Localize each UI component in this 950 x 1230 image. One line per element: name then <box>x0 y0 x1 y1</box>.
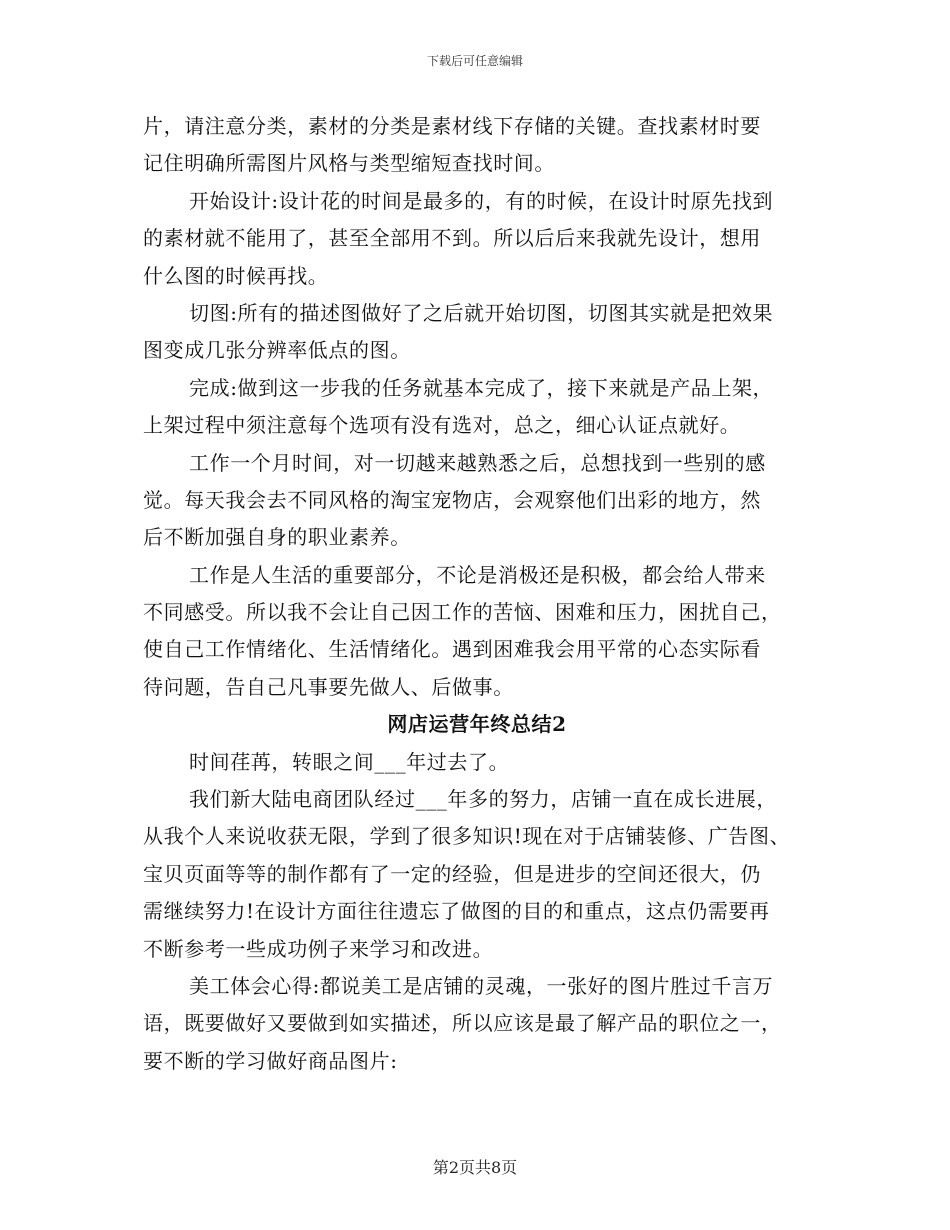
document-body <box>143 108 811 1080</box>
text-line: 需继续努力!在设计方面往往遗忘了做图的目的和重点，这点仍需要再 <box>143 899 770 924</box>
text-line: 时间荏苒，转眼之间___年过去了。 <box>189 749 510 774</box>
text-line: 不同感受。所以我不会让自己因工作的苦恼、困难和压力，困扰自己， <box>143 600 782 625</box>
text-line: 使自己工作情绪化、生活情绪化。遇到困难我会用平常的心态实际看 <box>143 637 761 662</box>
text-line: 要不断的学习做好商品图片: <box>143 1048 398 1073</box>
section-heading: 网店运营年终总结2 <box>387 712 567 737</box>
text-line: 工作是人生活的重要部分，不论是消极还是积极，都会给人带来 <box>189 562 766 587</box>
text-line: 待问题，告自己凡事要先做人、后做事。 <box>143 674 514 699</box>
text-line: 我们新大陆电商团队经过___年多的努力，店铺一直在成长进展， <box>189 787 777 812</box>
text-line: 记住明确所需图片风格与类型缩短查找时间。 <box>143 151 555 176</box>
text-line: 不断参考一些成功例子来学习和改进。 <box>143 936 494 961</box>
text-line: 开始设计:设计花的时间是最多的，有的时候，在设计时原先找到 <box>189 188 774 213</box>
text-line: 从我个人来说收获无限，学到了很多知识!现在对于店铺装修、广告图、 <box>143 824 791 849</box>
text-line: 美工体会心得:都说美工是店铺的灵魂，一张好的图片胜过千言万 <box>189 973 774 998</box>
text-line: 切图:所有的描述图做好了之后就开始切图，切图其实就是把效果 <box>189 300 774 325</box>
text-line: 完成:做到这一步我的任务就基本完成了，接下来就是产品上架， <box>189 375 774 400</box>
page-footer: 第2页共8页 <box>432 1158 518 1177</box>
text-line: 片，请注意分类，素材的分类是素材线下存储的关键。查找素材时要 <box>143 114 761 138</box>
text-line: 宝贝页面等等的制作都有了一定的经验，但是进步的空间还很大，仍 <box>143 861 761 886</box>
text-line: 后不断加强自身的职业素养。 <box>143 525 411 550</box>
text-line: 上架过程中须注意每个选项有没有选对，总之，细心认证点就好。 <box>143 413 741 438</box>
text-line: 工作一个月时间，对一切越来越熟悉之后，总想找到一些别的感 <box>189 450 766 475</box>
text-line: 觉。每天我会去不同风格的淘宝宠物店，会观察他们出彩的地方，然 <box>143 487 761 512</box>
page-header: 下载后可任意编辑 <box>426 54 523 68</box>
text-line: 什么图的时候再找。 <box>143 263 329 288</box>
text-line: 图变成几张分辨率低点的图。 <box>143 338 411 363</box>
text-line: 语，既要做好又要做到如实描述，所以应该是最了解产品的职位之一， <box>143 1011 782 1036</box>
text-line: 的素材就不能用了，甚至全部用不到。所以后后来我就先设计，想用 <box>143 226 761 251</box>
